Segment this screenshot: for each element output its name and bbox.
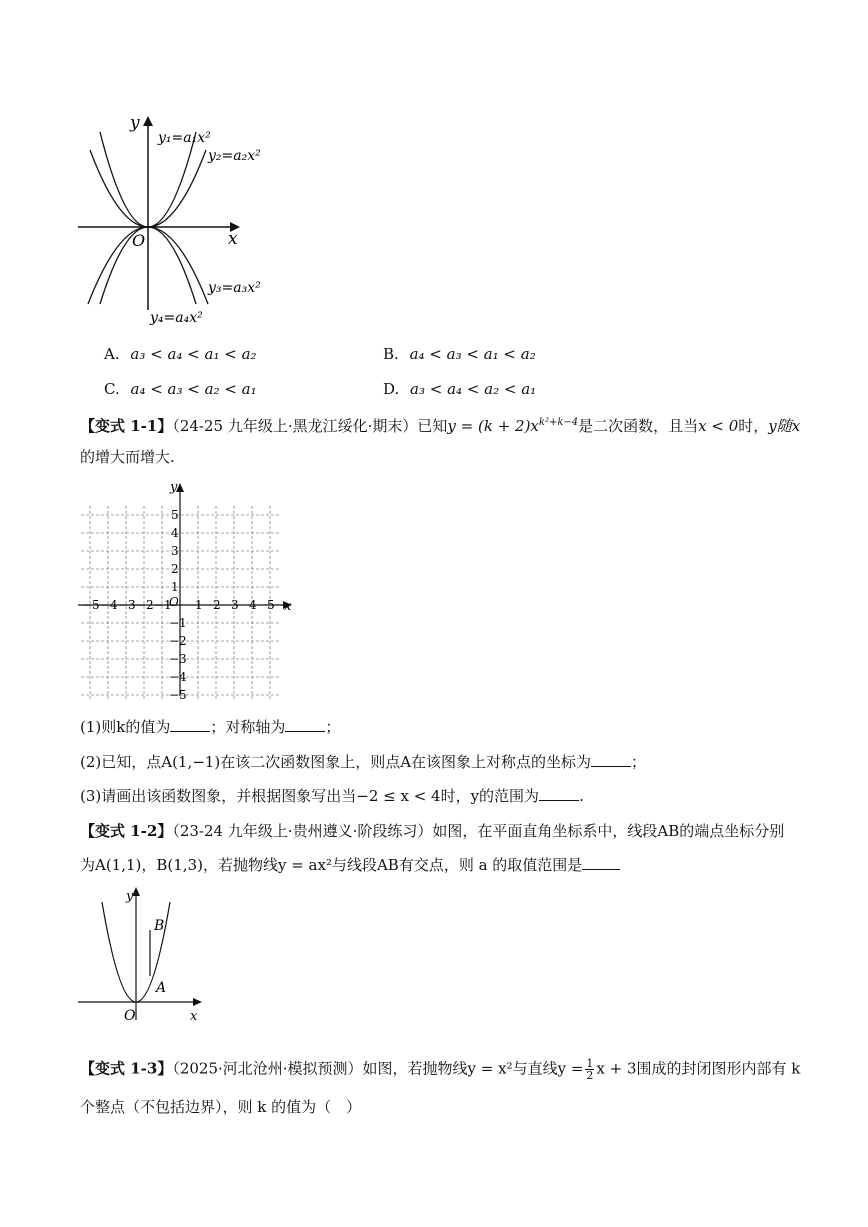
question-text: (1)则k的值为 bbox=[80, 718, 171, 736]
option-d[interactable] bbox=[383, 379, 536, 399]
option-letter: B. bbox=[383, 345, 399, 363]
question-1 bbox=[80, 717, 340, 737]
y-axis-arrow bbox=[143, 116, 153, 126]
variant11-stem-line2: 的增大而增大. bbox=[80, 448, 175, 466]
parabola-figure bbox=[70, 110, 290, 330]
point-a-label: A bbox=[156, 980, 167, 996]
question-text: (2)已知，点A(1,−1)在该二次函数图象上，则点A在该图象上对称点的坐标为 bbox=[80, 753, 592, 771]
option-a[interactable] bbox=[104, 344, 257, 364]
answer-blank-a[interactable] bbox=[582, 855, 620, 870]
variant-tag: 【变式 1-3】 bbox=[80, 1059, 173, 1078]
grid-x-label: x bbox=[284, 599, 292, 614]
grid-x-tick-label: −5 bbox=[82, 598, 100, 612]
grid-x-tick-label: −4 bbox=[100, 598, 118, 612]
question-text: (3)请画出该函数图象，并根据图象写出当−2 ≤ x < 4时，y的范围为 bbox=[80, 787, 540, 805]
answer-blank-axis[interactable] bbox=[285, 717, 325, 732]
question-text: . bbox=[579, 787, 584, 805]
variant-tag: 【变式 1-2】 bbox=[80, 822, 173, 840]
stem-text: 已知 bbox=[417, 417, 448, 435]
option-text: a₃ < a₄ < a₂ < a₁ bbox=[410, 380, 537, 398]
question-text: ；对称轴为 bbox=[210, 718, 286, 736]
option-b[interactable] bbox=[383, 344, 536, 364]
stem-text: 如图，在平面直角坐标系中，线段AB的端点坐标分别 bbox=[432, 822, 785, 840]
x-axis-arrow bbox=[193, 998, 202, 1006]
x-axis-label: x bbox=[228, 229, 238, 249]
question-2 bbox=[80, 752, 646, 772]
variant-source: （23-24 九年级上·贵州遵义·阶段练习） bbox=[172, 822, 433, 840]
grid-y-tick-label: 5 bbox=[171, 508, 179, 522]
option-text: a₄ < a₃ < a₂ < a₁ bbox=[130, 380, 257, 398]
fig-y-label: y bbox=[126, 889, 134, 904]
grid-y-label: y bbox=[170, 480, 178, 495]
curve-label-y4: y₄=a₄x² bbox=[150, 310, 203, 326]
stem-text: y随x bbox=[768, 417, 801, 435]
variant-tag: 【变式 1-1】 bbox=[80, 417, 173, 435]
grid-x-tick-label: 2 bbox=[213, 598, 221, 612]
grid-origin-label: O bbox=[169, 595, 179, 609]
grid-y-tick-label: 1 bbox=[171, 580, 179, 594]
coordinate-grid bbox=[76, 478, 298, 700]
grid-x-tick-label: −3 bbox=[118, 598, 136, 612]
grid-x-tick-label: 1 bbox=[195, 598, 203, 612]
question-text: ； bbox=[325, 718, 341, 736]
grid-x-tick-label: −2 bbox=[136, 598, 154, 612]
option-text: a₄ < a₃ < a₁ < a₂ bbox=[409, 345, 536, 363]
option-letter: D. bbox=[383, 380, 400, 398]
stem-text: x + 3围成的封闭图形内部有 k bbox=[596, 1059, 801, 1078]
y-axis-label: y bbox=[130, 113, 140, 133]
point-b-label: B bbox=[154, 918, 165, 934]
curve-label-y3: y₃=a₃x² bbox=[208, 280, 261, 296]
option-letter: C. bbox=[104, 380, 120, 398]
parabola-segment-figure bbox=[74, 882, 214, 1022]
variant-source: （24-25 九年级上·黑龙江绥化·期末） bbox=[172, 417, 418, 435]
grid-y-tick-label: −5 bbox=[169, 688, 187, 700]
stem-text: 如图，若抛物线y = x²与直线y = bbox=[362, 1059, 584, 1078]
curve-label-y2: y₂=a₂x² bbox=[208, 148, 261, 164]
fraction-denominator: 2 bbox=[586, 1069, 594, 1082]
grid-x-tick-label: 3 bbox=[231, 598, 239, 612]
fraction bbox=[585, 1058, 594, 1081]
fig-x-label: x bbox=[190, 1009, 198, 1022]
stem-formula: y = (k + 2)x bbox=[447, 417, 539, 435]
grid-x-tick-label: 4 bbox=[249, 598, 257, 612]
origin-label: O bbox=[132, 231, 146, 250]
option-letter: A. bbox=[104, 345, 120, 363]
grid-y-tick-label: −1 bbox=[169, 616, 187, 630]
grid-y-tick-label: −4 bbox=[169, 670, 187, 684]
grid-y-tick-label: 2 bbox=[171, 562, 179, 576]
option-c[interactable] bbox=[104, 379, 257, 399]
grid-y-tick-label: −3 bbox=[169, 652, 187, 666]
stem-text: 为A(1,1)，B(1,3)，若抛物线y = ax²与线段AB有交点，则 a 的取值范围是 bbox=[80, 856, 583, 874]
question-text: ； bbox=[631, 753, 647, 771]
answer-blank-k[interactable] bbox=[170, 717, 210, 732]
fig-origin-label: O bbox=[124, 1008, 136, 1022]
fraction-numerator: 1 bbox=[586, 1057, 594, 1070]
variant12-stem-line2 bbox=[80, 855, 620, 875]
curve-label-y1: y₁=a₁x² bbox=[158, 130, 211, 146]
variant13-stem bbox=[80, 1058, 800, 1081]
stem-condition: x < 0 bbox=[698, 417, 739, 435]
grid-x-tick-label: 5 bbox=[267, 598, 275, 612]
variant13-stem-line2: 个整点（不包括边界），则 k 的值为（ ） bbox=[80, 1098, 362, 1116]
grid-x-tick-label: −1 bbox=[154, 598, 172, 612]
stem-text: 是二次函数，且当 bbox=[578, 417, 699, 435]
grid-y-tick-label: 3 bbox=[171, 544, 179, 558]
answer-blank-point[interactable] bbox=[591, 752, 631, 767]
stem-exponent: k²+k−4 bbox=[538, 417, 579, 428]
grid-y-tick-label: −2 bbox=[169, 634, 187, 648]
grid-y-tick-label: 4 bbox=[171, 526, 179, 540]
question-3 bbox=[80, 786, 584, 806]
variant12-stem bbox=[80, 821, 784, 841]
answer-blank-range[interactable] bbox=[539, 786, 579, 801]
variant-source: （2025·河北沧州·模拟预测） bbox=[172, 1059, 363, 1078]
stem-text: 时， bbox=[738, 417, 769, 435]
variant11-stem bbox=[80, 413, 800, 436]
option-text: a₃ < a₄ < a₁ < a₂ bbox=[130, 345, 257, 363]
